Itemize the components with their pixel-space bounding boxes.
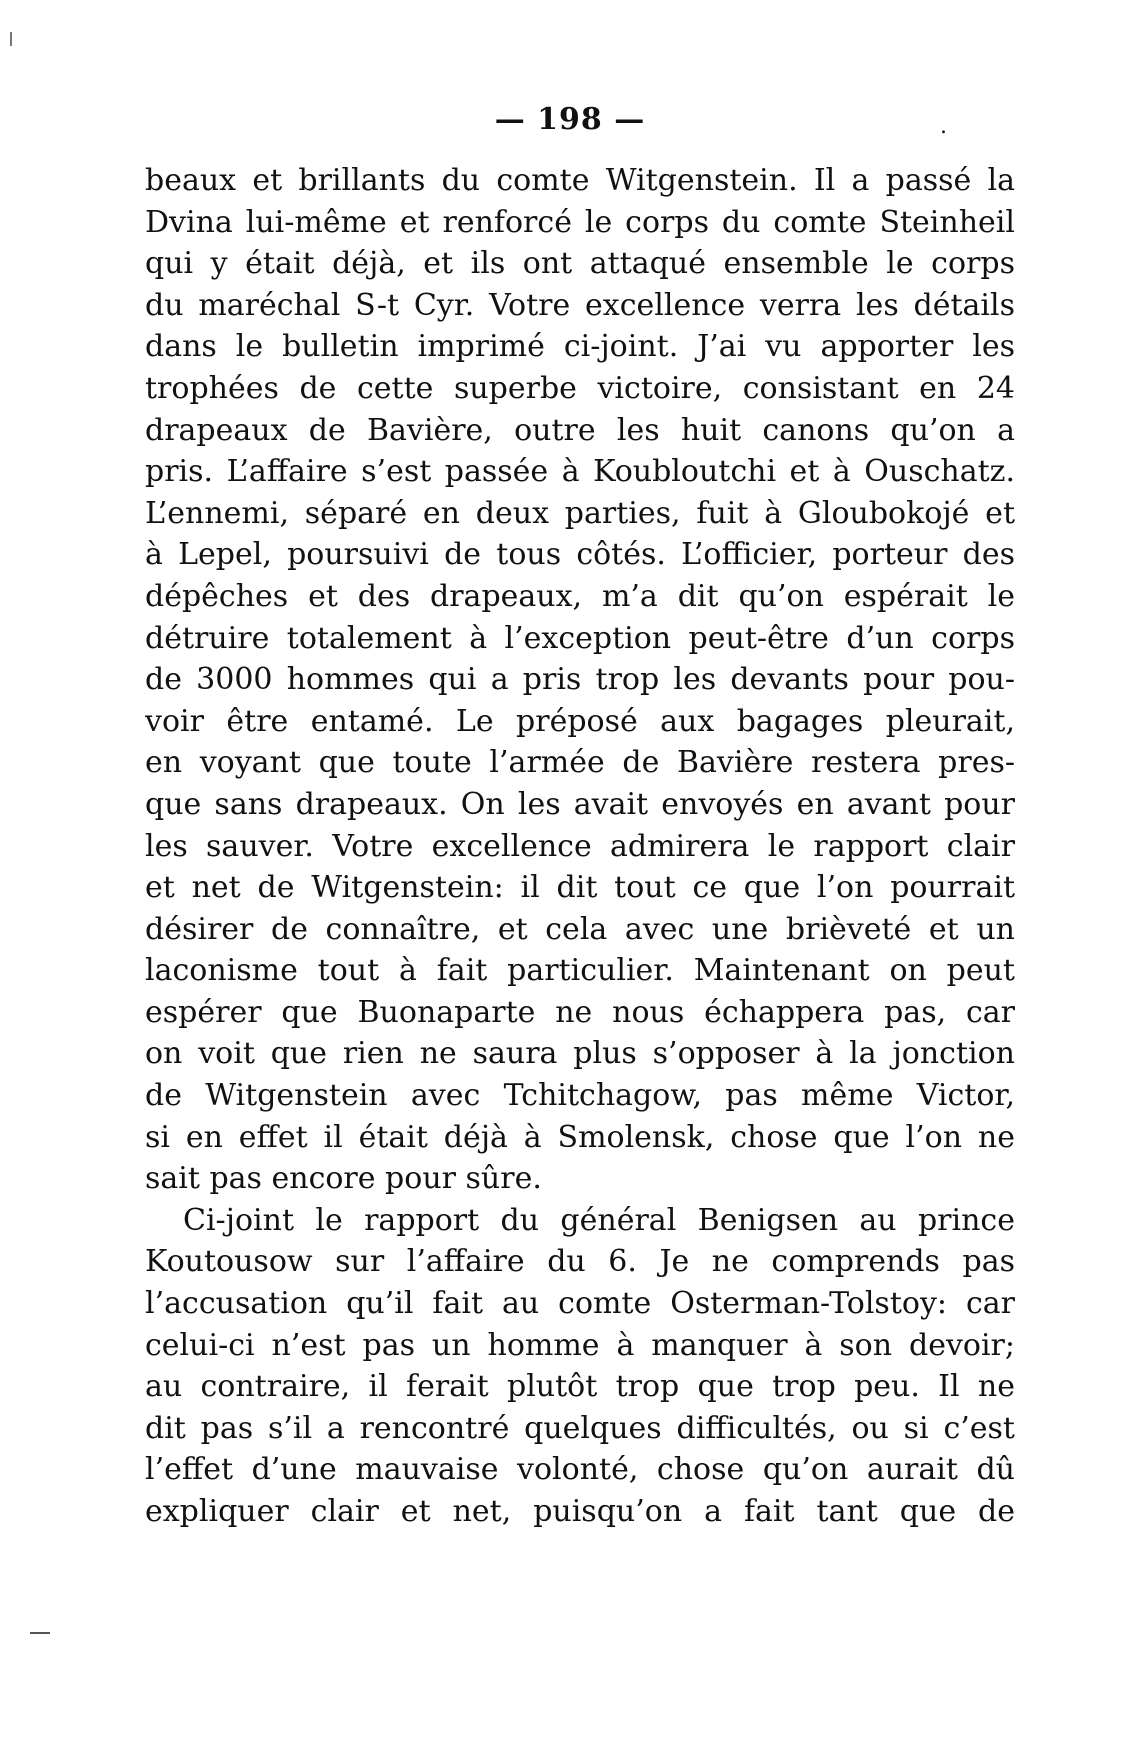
paragraph-2 bbox=[145, 1200, 1015, 1533]
text-line: de 3000 hommes qui a pris trop les devants pour pou- bbox=[145, 662, 1015, 698]
text-line: espérer que Buonaparte ne nous échappera pas, car bbox=[145, 994, 1015, 1030]
text-line: les sauver. Votre excellence admirera le rapport clair bbox=[145, 828, 1015, 864]
text-line: en voyant que toute l’armée de Bavière restera pres- bbox=[145, 745, 1015, 781]
text-line: l’accusation qu’il fait au comte Osterman-Tolstoy: car bbox=[145, 1286, 1015, 1322]
text-line: du maréchal S-t Cyr. Votre excellence verra les détails bbox=[145, 287, 1015, 323]
text-line: sait pas encore pour sûre. bbox=[145, 1161, 542, 1197]
text-line: au contraire, il ferait plutôt trop que trop peu. Il ne bbox=[145, 1369, 1015, 1405]
text-line: Koutousow sur l’affaire du 6. Je ne comprends pas bbox=[145, 1244, 1015, 1280]
text-line: laconisme tout à fait particulier. Maintenant on peut bbox=[145, 953, 1015, 989]
text-line: désirer de connaître, et cela avec une brièveté et un bbox=[145, 911, 1015, 947]
text-line: à Lepel, poursuivi de tous côtés. L’officier, porteur des bbox=[145, 537, 1015, 573]
text-line: qui y était déjà, et ils ont attaqué ensemble le corps bbox=[145, 246, 1015, 282]
text-line: Ci-joint le rapport du général Benigsen au prince bbox=[183, 1202, 1015, 1238]
text-line: drapeaux de Bavière, outre les huit canons qu’on a bbox=[145, 412, 1015, 448]
text-line: l’effet d’une mauvaise volonté, chose qu’on aurait dû bbox=[145, 1452, 1015, 1488]
text-line: pris. L’affaire s’est passée à Koubloutchi et à Ouschatz. bbox=[145, 454, 1015, 490]
text-line: on voit que rien ne saura plus s’opposer à la jonction bbox=[145, 1036, 1015, 1072]
text-line: expliquer clair et net, puisqu’on a fait tant que de bbox=[145, 1494, 1015, 1529]
text-line: dans le bulletin imprimé ci-joint. J’ai vu apporter les bbox=[145, 329, 1015, 365]
text-line: et net de Witgenstein: il dit tout ce que l’on pourrait bbox=[145, 870, 1015, 906]
text-line: si en effet il était déjà à Smolensk, chose que l’on ne bbox=[145, 1119, 1015, 1155]
paragraph-1 bbox=[145, 160, 1015, 1200]
stray-dot: . bbox=[940, 114, 947, 139]
scan-margin-mark bbox=[30, 1632, 50, 1634]
text-line: trophées de cette superbe victoire, consistant en 24 bbox=[145, 370, 1015, 406]
text-line: détruire totalement à l’exception peut-être d’un corps bbox=[145, 620, 1015, 656]
text-line: L’ennemi, séparé en deux parties, fuit à Gloubokojé et bbox=[145, 495, 1015, 531]
text-line: Dvina lui-même et renforcé le corps du comte Steinheil bbox=[145, 204, 1015, 240]
scan-margin-mark bbox=[10, 32, 12, 46]
text-line: que sans drapeaux. On les avait envoyés en avant pour bbox=[145, 786, 1015, 822]
text-line: de Witgenstein avec Tchitchagow, pas même Victor, bbox=[145, 1078, 1015, 1114]
text-line: dépêches et des drapeaux, m’a dit qu’on espérait le bbox=[145, 578, 1015, 614]
text-line: dit pas s’il a rencontré quelques difficultés, ou si c’est bbox=[145, 1410, 1015, 1446]
text-line: beaux et brillants du comte Witgenstein. Il a passé la bbox=[145, 163, 1015, 198]
page-number: — 198 — bbox=[494, 102, 646, 137]
text-line: voir être entamé. Le préposé aux bagages pleurait, bbox=[145, 703, 1015, 739]
text-line: celui-ci n’est pas un homme à manquer à son devoir; bbox=[145, 1327, 1015, 1363]
body-text bbox=[145, 160, 1015, 1533]
